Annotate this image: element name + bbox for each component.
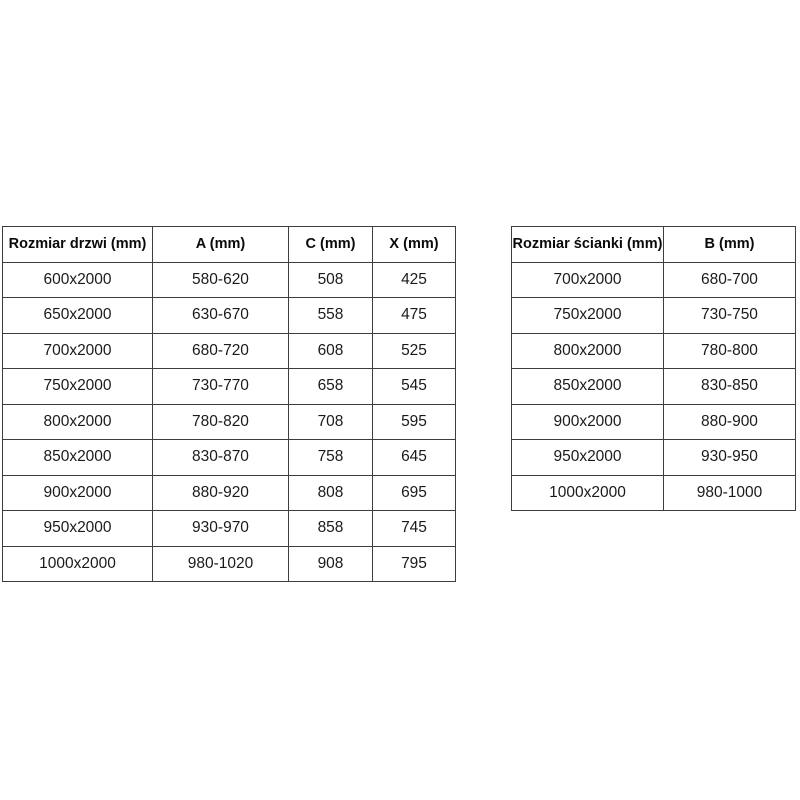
- table-row: [3, 440, 456, 476]
- table-cell: 850x2000: [3, 440, 153, 476]
- table-row: [512, 440, 796, 476]
- table-cell: 880-920: [153, 475, 289, 511]
- table-cell: 1000x2000: [512, 475, 664, 511]
- table-cell: 558: [289, 298, 373, 334]
- table-row: [512, 262, 796, 298]
- door-table-body: [3, 262, 456, 582]
- table-cell: 525: [373, 333, 456, 369]
- table-cell: 600x2000: [3, 262, 153, 298]
- table-row: [512, 369, 796, 405]
- table-row: [3, 333, 456, 369]
- table-cell: 630-670: [153, 298, 289, 334]
- table-cell: 900x2000: [512, 404, 664, 440]
- table-cell: 425: [373, 262, 456, 298]
- door-table-header-row: [3, 227, 456, 263]
- table-cell: 908: [289, 546, 373, 582]
- table-cell: 950x2000: [512, 440, 664, 476]
- table-cell: 858: [289, 511, 373, 547]
- x-dimension-column-header: X (mm): [373, 227, 456, 263]
- table-cell: 650x2000: [3, 298, 153, 334]
- table-row: [3, 511, 456, 547]
- wall-table-header-row: [512, 227, 796, 263]
- table-row: [3, 369, 456, 405]
- table-cell: 680-700: [664, 262, 796, 298]
- door-dimensions-table: [2, 226, 456, 582]
- wall-dimensions-table: [511, 226, 796, 511]
- table-row: [512, 298, 796, 334]
- table-cell: 658: [289, 369, 373, 405]
- table-cell: 780-820: [153, 404, 289, 440]
- table-cell: 745: [373, 511, 456, 547]
- table-row: [3, 298, 456, 334]
- table-cell: 800x2000: [3, 404, 153, 440]
- table-cell: 980-1000: [664, 475, 796, 511]
- wall-table-body: [512, 262, 796, 511]
- table-row: [3, 475, 456, 511]
- table-cell: 830-850: [664, 369, 796, 405]
- table-cell: 700x2000: [512, 262, 664, 298]
- table-cell: 880-900: [664, 404, 796, 440]
- door-size-column-header: Rozmiar drzwi (mm): [3, 227, 153, 263]
- table-cell: 758: [289, 440, 373, 476]
- table-cell: 950x2000: [3, 511, 153, 547]
- table-cell: 730-750: [664, 298, 796, 334]
- a-dimension-column-header: A (mm): [153, 227, 289, 263]
- table-cell: 508: [289, 262, 373, 298]
- table-cell: 750x2000: [3, 369, 153, 405]
- table-cell: 580-620: [153, 262, 289, 298]
- table-cell: 930-970: [153, 511, 289, 547]
- table-cell: 795: [373, 546, 456, 582]
- table-cell: 930-950: [664, 440, 796, 476]
- table-cell: 850x2000: [512, 369, 664, 405]
- table-cell: 800x2000: [512, 333, 664, 369]
- table-row: [512, 333, 796, 369]
- table-cell: 475: [373, 298, 456, 334]
- table-cell: 545: [373, 369, 456, 405]
- table-row: [3, 404, 456, 440]
- table-cell: 695: [373, 475, 456, 511]
- table-cell: 708: [289, 404, 373, 440]
- table-row: [3, 262, 456, 298]
- wall-size-column-header: Rozmiar ścianki (mm): [512, 227, 664, 263]
- table-cell: 700x2000: [3, 333, 153, 369]
- table-cell: 900x2000: [3, 475, 153, 511]
- table-row: [512, 404, 796, 440]
- table-cell: 1000x2000: [3, 546, 153, 582]
- table-cell: 645: [373, 440, 456, 476]
- table-cell: 808: [289, 475, 373, 511]
- c-dimension-column-header: C (mm): [289, 227, 373, 263]
- table-cell: 750x2000: [512, 298, 664, 334]
- table-cell: 980-1020: [153, 546, 289, 582]
- b-dimension-column-header: B (mm): [664, 227, 796, 263]
- table-row: [512, 475, 796, 511]
- table-cell: 830-870: [153, 440, 289, 476]
- table-row: [3, 546, 456, 582]
- table-cell: 730-770: [153, 369, 289, 405]
- table-cell: 608: [289, 333, 373, 369]
- table-cell: 680-720: [153, 333, 289, 369]
- table-cell: 780-800: [664, 333, 796, 369]
- table-cell: 595: [373, 404, 456, 440]
